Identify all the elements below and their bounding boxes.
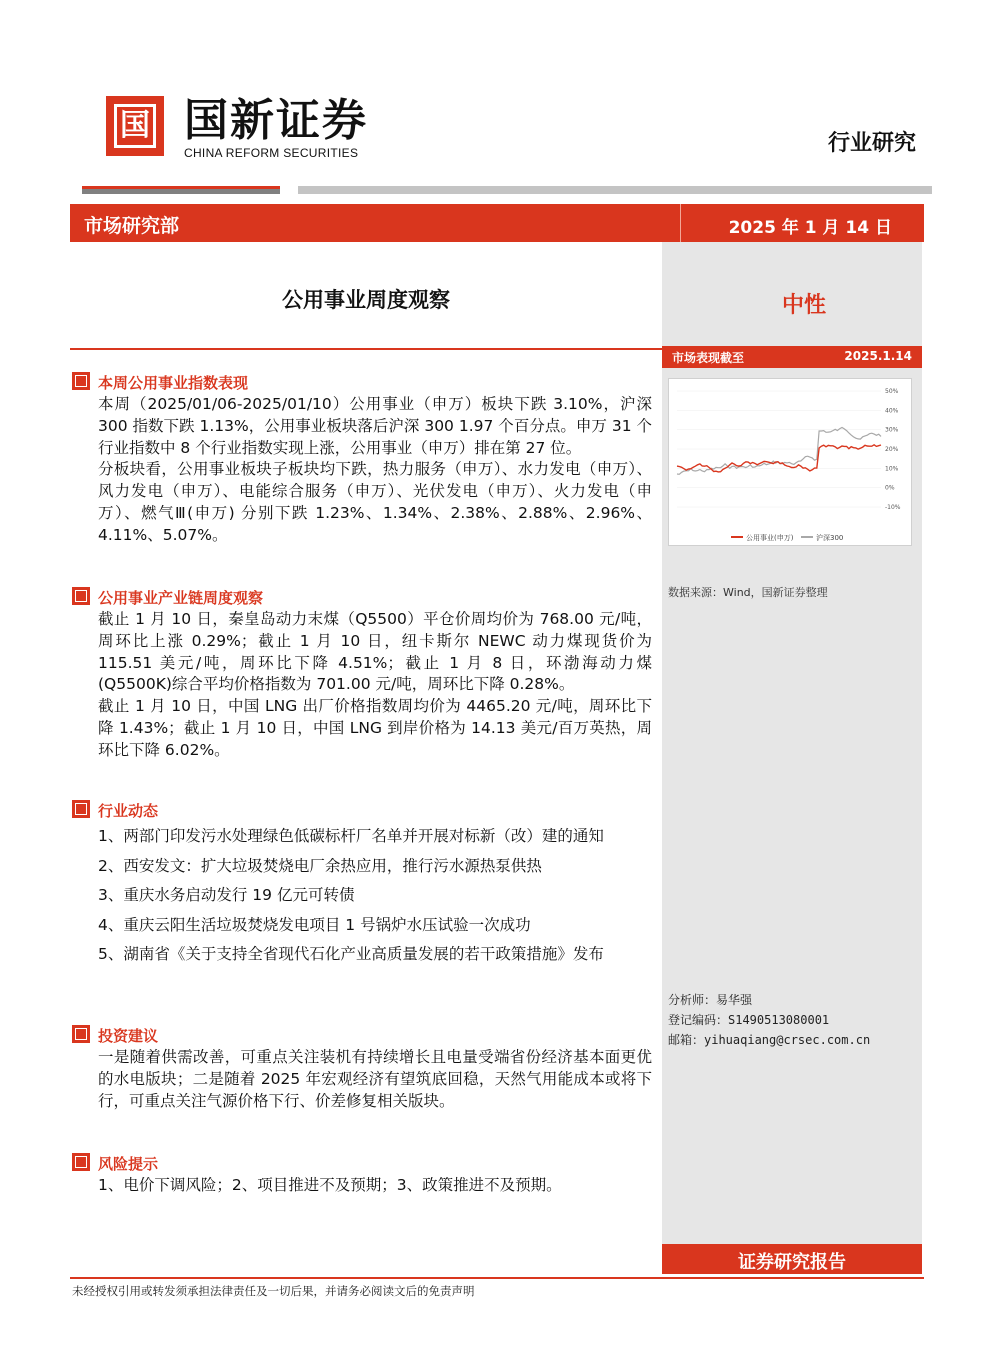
paragraph: 1、电价下调风险；2、项目推进不及预期；3、政策推进不及预期。 [98,1176,562,1194]
rating: 中性 [782,292,827,318]
section-icon [72,800,90,818]
section-index-performance [72,372,652,547]
department-bar [70,204,924,242]
section-supply-chain [72,587,652,762]
news-item: 3、重庆水务启动发行 19 亿元可转债 [98,886,355,904]
paragraph: 一是随着供需改善，可重点关注装机有持续增长且电量受端省份经济基本面更优的水电版块；二是随着 2025 年宏观经济有望筑底回稳，天然气用能成本或将下行，可重点关注气源价格下行、价差修复相关版块。 [98,1048,652,1110]
y-tick-label: 40% [885,407,899,415]
report-type: 行业研究 [827,130,916,156]
paragraph: 分板块看，公用事业板块子板块均下跌，热力服务（申万）、水力发电（申万）、风力发电（申万）、电能综合服务（申万）、光伏发电（申万）、火力发电（申万）、燃气Ⅲ(申万) 分别下跌 1.23%、1.34%、2.38%、2.88%、2.96%、4.11%、5.07%。 [98,460,652,544]
paragraph: 截止 1 月 10 日，中国 LNG 出厂价格指数周均价为 4465.20 元/吨，周环比下降 1.43%；截止 1 月 10 日，中国 LNG 到岸价格为 14.13 美元/百万英热，周环比下降 6.02%。 [98,697,652,759]
section-industry-news [72,800,652,973]
y-tick-label: 50% [885,388,899,395]
section-icon [72,1153,90,1171]
section-title: 风险提示 [98,1155,159,1173]
report-label-bar [662,1244,922,1274]
chart-legend [731,533,843,542]
y-tick-label: 10% [885,465,899,473]
header-rule-red [82,186,280,189]
paragraph: 截止 1 月 10 日，秦皇岛动力末煤（Q5500）平仓价周均价为 768.00 元/吨，周环比上涨 0.29%；截止 1 月 10 日，纽卡斯尔 NEWC 动力煤现货价为 115.51 美元/吨，周环比下降 4.51%；截止 1 月 8 日，环渤海动力煤(Q5500K)综合平均价格指数为 701.00 元/吨，周环比下降 0.28%。 [98,610,652,694]
y-tick-label: 30% [885,426,899,434]
section-title: 公用事业产业链周度观察 [98,589,264,607]
brand-name-en: CHINA REFORM SECURITIES [184,146,359,160]
paragraph: 本周（2025/01/06-2025/01/10）公用事业（申万）板块下跌 3.10%，沪深 300 指数下跌 1.13%，公用事业板块落后沪深 300 1.97 个百分点。申万 31 个行业指数中 8 个行业指数实现上涨，公用事业（申万）排在第 27 位。 [98,395,652,457]
data-source: 数据来源：Wind，国新证券整理 [668,586,828,599]
disclaimer: 未经授权引用或转发须承担法律责任及一切后果，并请务必阅读文后的免责声明 [72,1284,475,1298]
news-item: 4、重庆云阳生活垃圾焚烧发电项目 1 号锅炉水压试验一次成功 [98,915,531,934]
section-title: 投资建议 [98,1027,159,1045]
analyst-registration: 登记编码：S1490513080001 [668,1013,830,1027]
news-item: 5、湖南省《关于支持全省现代石化产业高质量发展的若干政策措施》发布 [98,945,604,963]
footer-rule [70,1277,924,1279]
company-logo: 国 [106,96,164,156]
section-risk [72,1153,652,1197]
section-icon [72,372,90,390]
analyst-name: 分析师：易华强 [668,993,753,1007]
report-date: 2025 年 1 月 14 日 [728,218,892,238]
y-tick-label: 20% [885,446,899,453]
brand-name-cn: 国新证券 [184,95,368,146]
series-line-hs300 [677,428,881,475]
y-tick-label: -10% [885,504,901,511]
analyst-info [668,990,870,1050]
section-icon [72,587,90,605]
section-title: 本周公用事业指数表现 [98,374,249,392]
market-performance-label: 市场表现截至 [672,351,745,365]
document-title: 公用事业周度观察 [282,287,450,312]
news-item: 2、西安发文：扩大垃圾焚烧电厂余热应用，推行污水源热泵供热 [98,856,542,875]
department-bar-divider [680,204,681,242]
section-icon [72,1025,90,1043]
section-title: 行业动态 [98,802,159,820]
y-tick-label: 0% [885,484,895,492]
report-label: 证券研究报告 [738,1252,846,1273]
analyst-email[interactable]: 邮箱：yihuaqiang@crsec.com.cn [668,1033,871,1047]
market-performance-date: 2025.1.14 [844,349,912,363]
title-rule [70,348,662,350]
section-investment-advice [72,1025,652,1112]
news-item: 1、两部门印发污水处理绿色低碳标杆厂名单并开展对标新（改）建的通知 [98,827,604,845]
header-rule-light [298,186,932,194]
legend-label-utilities: 公用事业(申万) [746,534,794,542]
market-chart-svg [669,379,911,545]
legend-label-hs300: 沪深300 [816,534,844,542]
market-performance-bar [662,346,922,368]
department-name: 市场研究部 [84,215,180,237]
market-chart [668,378,912,546]
